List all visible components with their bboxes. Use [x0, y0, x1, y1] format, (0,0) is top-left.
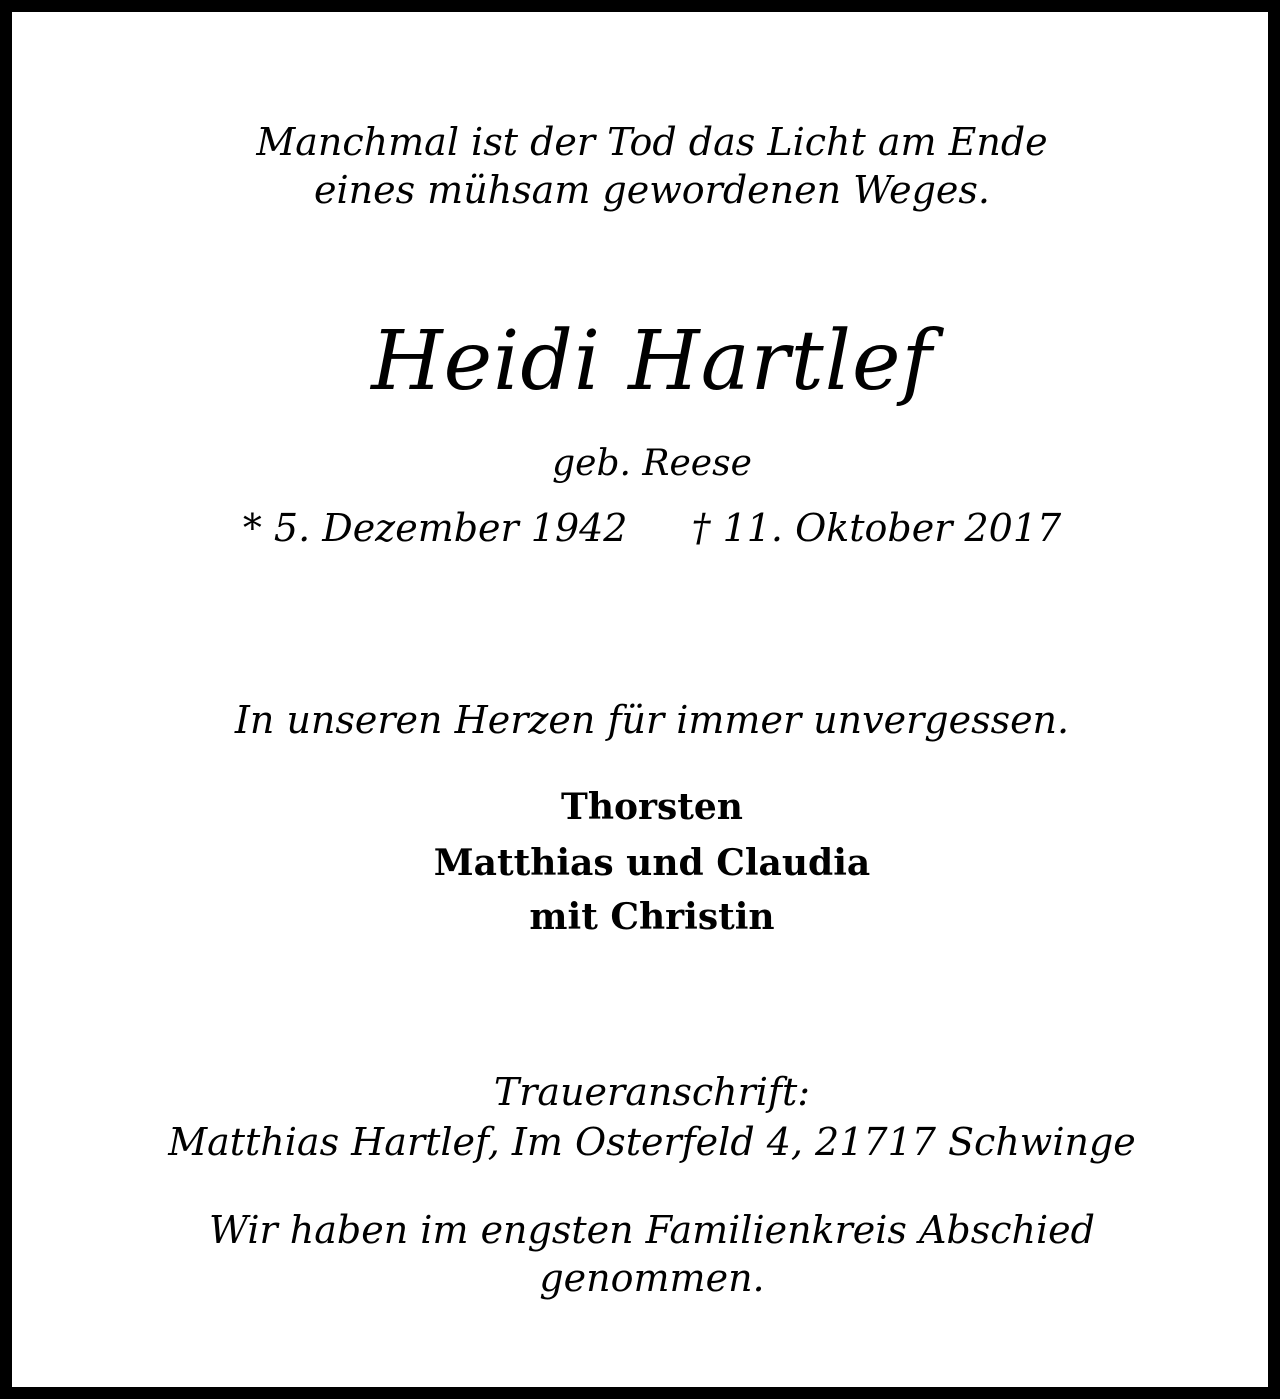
mourner-1: Thorsten	[561, 786, 743, 828]
death-date: † 11. Oktober 2017	[691, 506, 1062, 550]
remembrance-text: In unseren Herzen für immer unvergessen.	[234, 698, 1070, 742]
motto-line-1: Manchmal ist der Tod das Licht am Ende	[256, 120, 1048, 164]
farewell-line-1: Wir haben im engsten Familienkreis Abschied	[209, 1208, 1095, 1252]
address-label: Traueranschrift:	[493, 1070, 811, 1114]
life-dates	[12, 504, 1280, 552]
address-text: Matthias Hartlef, Im Osterfeld 4, 21717 Schwinge	[168, 1120, 1136, 1164]
mourner-3: mit Christin	[529, 896, 775, 938]
deceased-name: Heidi Hartlef	[371, 314, 933, 409]
mourner-2: Matthias und Claudia	[433, 842, 871, 884]
birth-date: * 5. Dezember 1942	[242, 506, 628, 550]
motto-line-2: eines mühsam gewordenen Weges.	[314, 168, 990, 212]
farewell-line-2: genommen.	[539, 1256, 765, 1300]
maiden-name: geb. Reese	[552, 443, 752, 484]
